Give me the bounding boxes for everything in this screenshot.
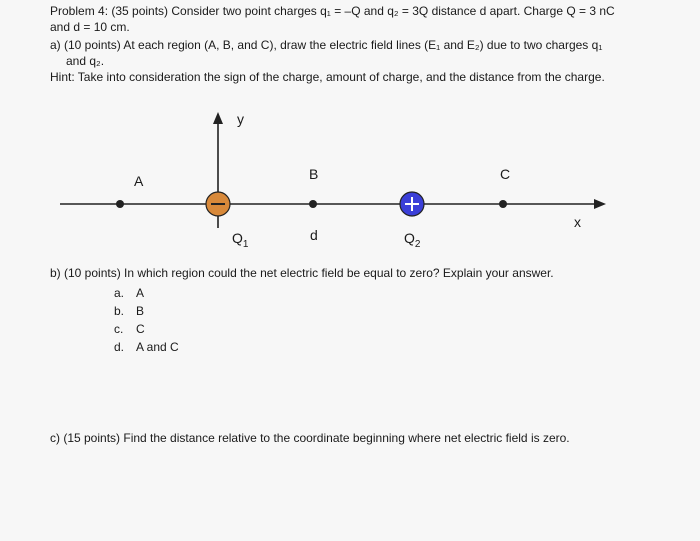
region-a-point xyxy=(116,200,124,208)
charge-q1 xyxy=(206,192,230,216)
part-b-question: b) (10 points) In which region could the net electric field be equal to zero? Explain your answer. xyxy=(50,266,554,280)
region-c-point xyxy=(499,200,507,208)
option-c: c. C xyxy=(114,322,145,336)
hint-text: Hint: Take into consideration the sign of the charge, amount of charge, and the distance from the charge. xyxy=(50,70,605,84)
part-c-question: c) (15 points) Find the distance relative to the coordinate beginning where net electric field is zero. xyxy=(50,431,570,445)
region-c-label: C xyxy=(500,166,511,182)
option-b: b. B xyxy=(114,304,145,318)
x-axis-label: x xyxy=(574,214,581,230)
x-axis-arrow xyxy=(594,199,606,209)
part-a-question-line2: and q₂. xyxy=(66,54,105,68)
charge-q2 xyxy=(400,192,424,216)
region-b-point xyxy=(309,200,317,208)
option-a: a. A xyxy=(114,286,145,300)
y-axis-label: y xyxy=(237,111,244,127)
problem-statement-line2: and d = 10 cm. xyxy=(50,20,130,34)
q1-label: $Q_1$ xyxy=(232,230,249,250)
part-a-question-line1: a) (10 points) At each region (A, B, and C), draw the electric field lines (E₁ and E₂) due to two charges q₁ xyxy=(50,38,603,52)
problem-statement-line1: Problem 4: (35 points) Consider two point charges q₁ = –Q and q₂ = 3Q distance d apart. Charge Q = 3 nC xyxy=(50,4,615,18)
y-axis-arrow xyxy=(213,112,223,124)
q2-label: $Q_2$ xyxy=(404,230,421,250)
region-a-label: A xyxy=(134,173,144,189)
distance-label: d xyxy=(310,227,318,243)
option-d: d. A and C xyxy=(114,340,179,354)
region-b-label: B xyxy=(309,166,319,182)
